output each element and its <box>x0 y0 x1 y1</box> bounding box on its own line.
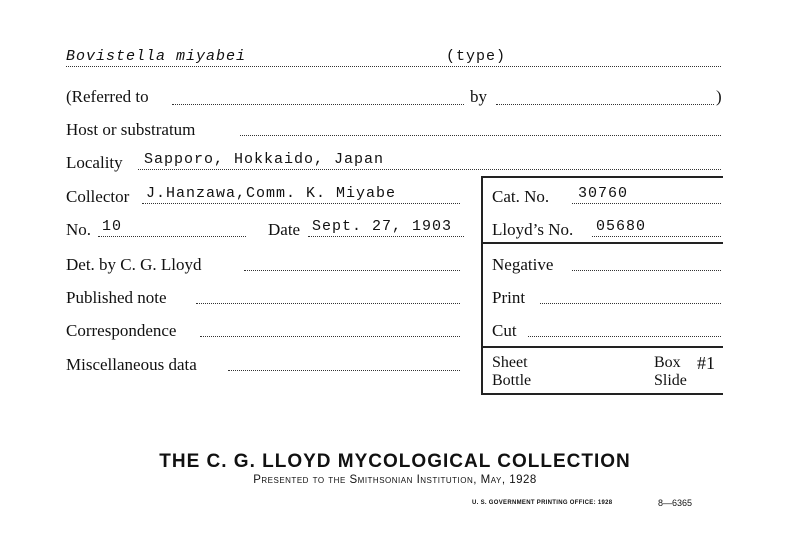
print-line <box>540 303 721 304</box>
by-line <box>496 104 714 105</box>
negative-label: Negative <box>492 255 554 274</box>
no-value: 10 <box>102 218 123 235</box>
cat-label: Cat. No. <box>492 187 550 206</box>
locality-value: Sapporo, Hokkaido, Japan <box>144 151 385 168</box>
locality-line <box>138 169 721 170</box>
slide-label: Slide <box>654 372 687 389</box>
collector-label: Collector <box>66 187 130 206</box>
collection-title: THE C. G. LLOYD MYCOLOGICAL COLLECTION <box>159 451 631 472</box>
negative-line <box>572 270 721 271</box>
cut-label: Cut <box>492 321 517 340</box>
cat-value: 30760 <box>578 185 629 202</box>
print-label: Print <box>492 288 526 307</box>
lloyd-label: Lloyd’s No. <box>492 220 574 239</box>
no-label: No. <box>66 220 92 239</box>
correspondence-label: Correspondence <box>66 321 177 340</box>
panel-lower-rule <box>481 346 723 348</box>
referred-line <box>172 104 464 105</box>
collector-line <box>142 203 460 204</box>
published-line <box>196 303 460 304</box>
panel-mid-rule <box>481 242 723 244</box>
referred-label: (Referred to <box>66 87 149 106</box>
species-line <box>66 66 721 67</box>
det-label: Det. by C. G. Lloyd <box>66 255 202 274</box>
box-value: #1 <box>697 353 715 373</box>
collection-subtitle: Presented to the Smithsonian Institution, May, 1928 <box>253 474 537 486</box>
lloyd-value: 05680 <box>596 218 647 235</box>
bottle-label: Bottle <box>492 372 532 389</box>
panel-bottom-rule <box>481 393 723 395</box>
sheet-label: Sheet <box>492 354 528 371</box>
no-line <box>98 236 246 237</box>
species-name: Bovistella miyabei <box>66 48 247 65</box>
det-line <box>244 270 460 271</box>
panel-left-rule <box>481 176 483 394</box>
cat-line <box>572 203 721 204</box>
cut-line <box>528 336 721 337</box>
box-label: Box <box>654 354 681 371</box>
misc-line <box>228 370 460 371</box>
published-label: Published note <box>66 288 167 307</box>
host-label: Host or substratum <box>66 120 196 139</box>
type-note: (type) <box>446 48 507 65</box>
panel-top-rule <box>481 176 723 178</box>
collector-value: J.Hanzawa,Comm. K. Miyabe <box>146 185 397 202</box>
host-line <box>240 135 721 136</box>
close-paren: ) <box>716 87 722 106</box>
misc-label: Miscellaneous data <box>66 355 197 374</box>
date-value: Sept. 27, 1903 <box>312 218 453 235</box>
form-number: 8—6365 <box>658 498 693 508</box>
by-label: by <box>470 87 487 106</box>
lloyd-line <box>592 236 721 237</box>
correspondence-line <box>200 336 460 337</box>
date-line <box>308 236 464 237</box>
print-office-note: U. S. GOVERNMENT PRINTING OFFICE: 1928 <box>472 500 613 506</box>
date-label: Date <box>268 220 301 239</box>
locality-label: Locality <box>66 153 123 172</box>
